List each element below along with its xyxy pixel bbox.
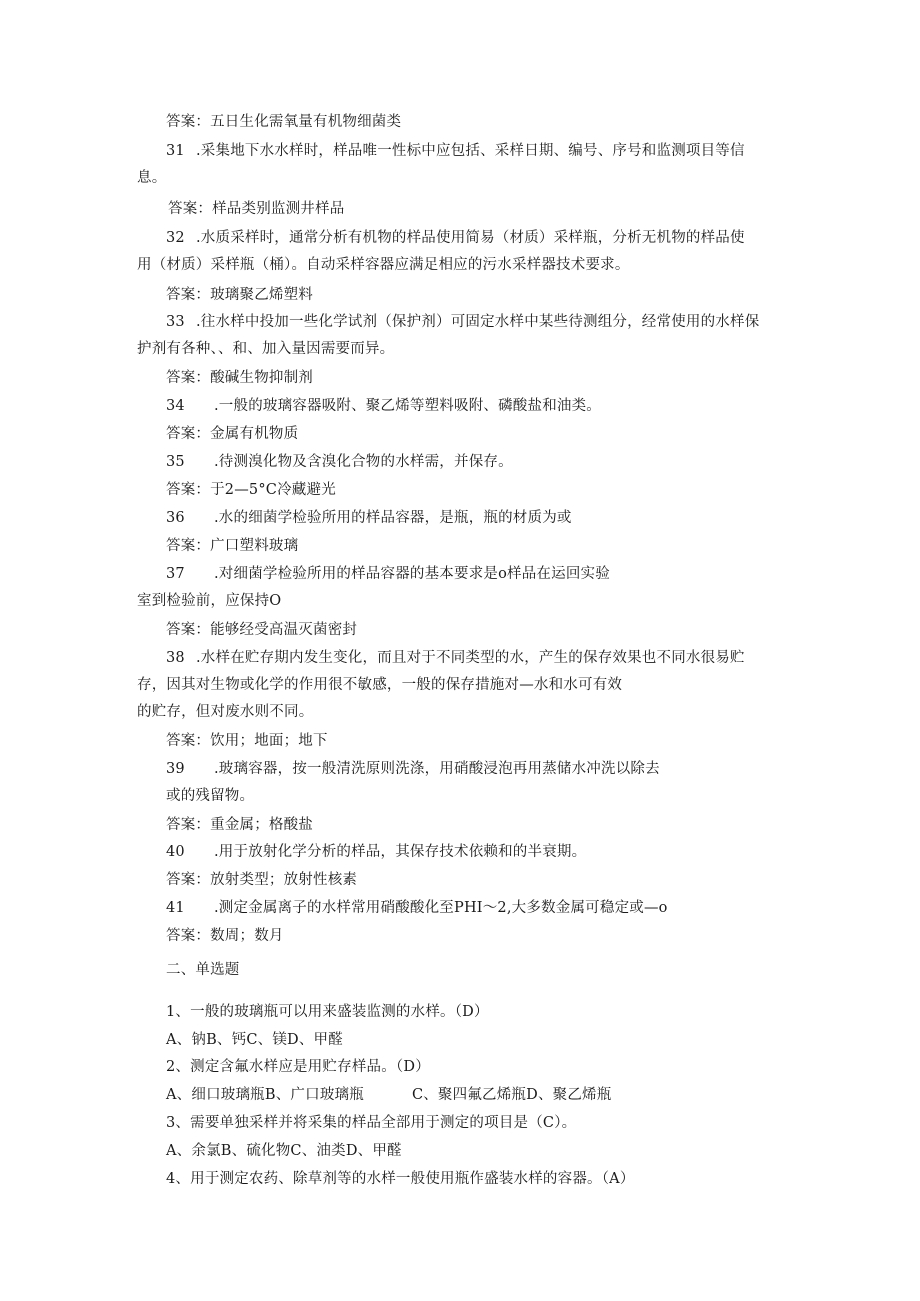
mc-question-2: 2、测定含氟水样应是用贮存样品。（D） (166, 1059, 430, 1075)
question-39: 39 .玻璃容器，按一般清洗原则洗涤，用硝酸浸泡再用蒸储水冲洗以除去 (166, 761, 660, 777)
answer-line: 答案：五日生化需氧量有机物细菌类 (166, 114, 402, 130)
answer-line: 答案：于2—5°C冷藏避光 (166, 482, 336, 498)
question-33: 33 .往水样中投加一些化学试剂（保护剂）可固定水样中某些待测组分，经常使用的水样保 (166, 314, 760, 330)
question-34: 34 .一般的玻璃容器吸附、聚乙烯等塑料吸附、磷酸盐和油类。 (166, 398, 602, 414)
question-40: 40 .用于放射化学分析的样品，其保存技术依赖和的半衰期。 (166, 844, 587, 860)
answer-line: 答案：数周；数月 (166, 928, 284, 944)
question-number: 33 (166, 314, 185, 330)
mc-options-2: A、细口玻璃瓶B、广口玻璃瓶 C、聚四氟乙烯瓶D、聚乙烯瓶 (166, 1087, 612, 1103)
question-number: 41 (166, 900, 185, 916)
mc-question-4: 4、用于测定农药、除草剂等的水样一般使用瓶作盛装水样的容器。（A） (166, 1171, 635, 1187)
section-heading: 二、单选题 (166, 962, 240, 978)
question-39-cont: 或的残留物。 (166, 788, 255, 804)
question-37: 37 .对细菌学检验所用的样品容器的基本要求是o样品在运回实验 (166, 566, 610, 582)
question-36: 36 .水的细菌学检验所用的样品容器，是瓶，瓶的材质为或 (166, 510, 572, 526)
question-number: 32 (166, 230, 185, 246)
mc-options-1: A、钠B、钙C、镁D、甲醛 (166, 1032, 343, 1048)
question-37-cont: 室到检验前，应保持O (137, 593, 282, 609)
answer-line: 答案：重金属；格酸盐 (166, 817, 313, 833)
answer-line: 答案：样品类别监测井样品 (168, 201, 345, 217)
answer-line: 答案：饮用；地面；地下 (166, 733, 328, 749)
answer-line: 答案：金属有机物质 (166, 426, 299, 442)
answer-line: 答案：酸碱生物抑制剂 (166, 370, 313, 386)
mc-question-3: 3、需要单独采样并将采集的样品全部用于测定的项目是（C）。 (166, 1115, 577, 1131)
question-number: 40 (166, 844, 185, 860)
question-number: 39 (166, 761, 185, 777)
question-35: 35 .待测溴化物及含溴化合物的水样需，并保存。 (166, 454, 513, 470)
answer-line: 答案：放射类型；放射性核素 (166, 872, 358, 888)
question-number: 37 (166, 566, 185, 582)
question-number: 38 (166, 650, 185, 666)
answer-line: 答案：玻璃聚乙烯塑料 (166, 287, 313, 303)
question-31-cont: 息。 (137, 170, 167, 186)
question-31: 31 .采集地下水水样时，样品唯一性标中应包括、采样日期、编号、序号和监测项目等信 (166, 143, 745, 159)
question-41: 41 .测定金属离子的水样常用硝酸酸化至PHI～2,大多数金属可稳定或—o (166, 900, 668, 916)
mc-options-3: A、余氯B、硫化物C、油类D、甲醛 (166, 1143, 402, 1159)
question-32-cont: 用（材质）采样瓶（桶）。自动采样容器应满足相应的污水采样器技术要求。 (137, 257, 630, 273)
answer-line: 答案：能够经受高温灭菌密封 (166, 622, 358, 638)
mc-question-1: 1、一般的玻璃瓶可以用来盛装监测的水样。（D） (166, 1004, 489, 1020)
question-number: 35 (166, 454, 185, 470)
question-33-cont: 护剂有各种、、和、加入量因需要而异。 (137, 341, 395, 357)
question-number: 31 (166, 143, 185, 159)
question-38: 38 .水样在贮存期内发生变化，而且对于不同类型的水，产生的保存效果也不同水很易贮 (166, 650, 745, 666)
question-32: 32 .水质采样时，通常分析有机物的样品使用简易（材质）采样瓶，分析无机物的样品使 (166, 230, 745, 246)
question-38-cont: 的贮存，但对废水则不同。 (137, 704, 314, 720)
question-number: 34 (166, 398, 185, 414)
question-number: 36 (166, 510, 185, 526)
answer-line: 答案：广口塑料玻璃 (166, 538, 299, 554)
question-38-cont: 存，因其对生物或化学的作用很不敏感，一般的保存措施对—水和水可有效 (137, 677, 623, 693)
